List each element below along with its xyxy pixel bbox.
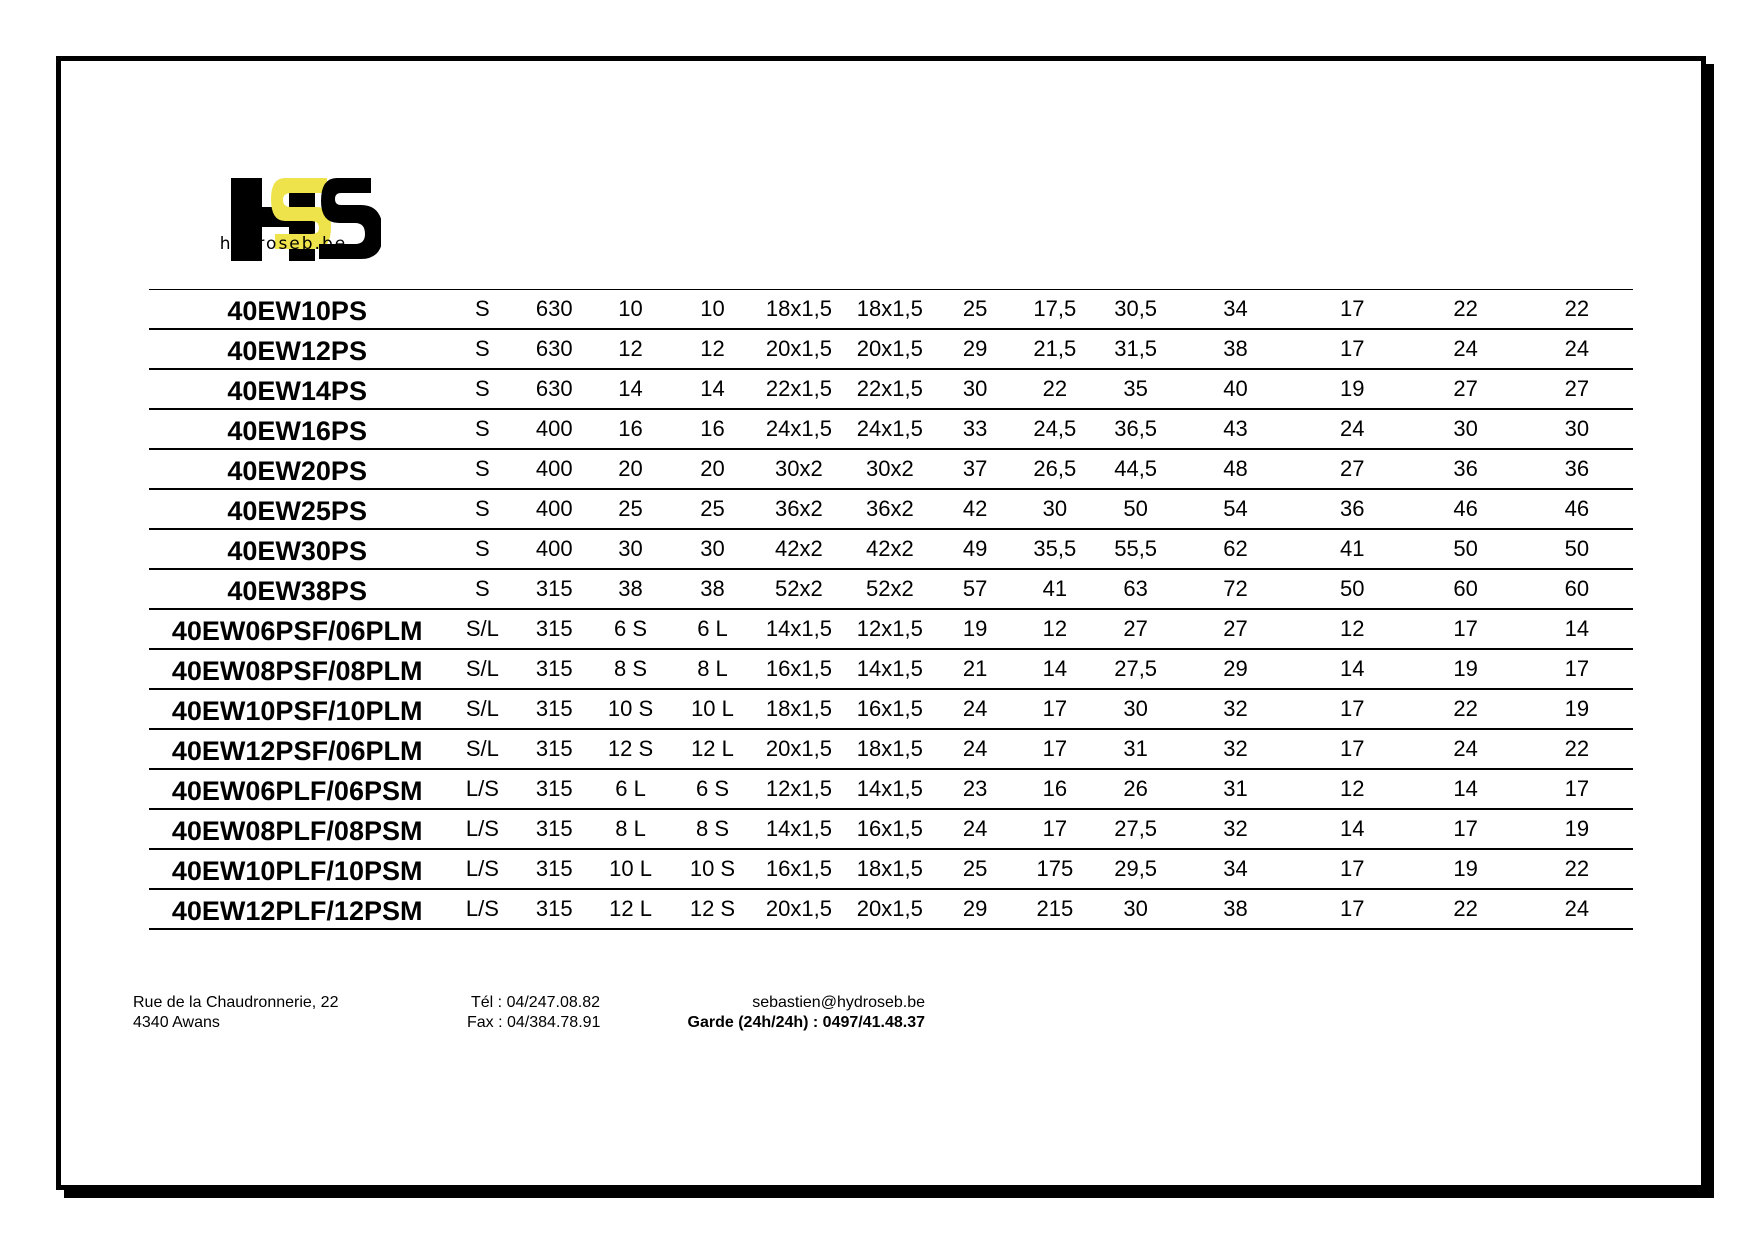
table-cell: 18x1,5	[753, 290, 845, 330]
table-cell: L/S	[445, 849, 519, 889]
table-cell: 27	[1094, 609, 1177, 649]
table-row	[149, 409, 1633, 449]
table-cell: S	[445, 409, 519, 449]
table-cell: 26	[1094, 769, 1177, 809]
table-cell: 46	[1411, 489, 1521, 529]
table-cell: 630	[519, 290, 589, 330]
part-code-cell: 40EW25PS	[149, 489, 445, 529]
table-cell: 35	[1094, 369, 1177, 409]
table-cell: 62	[1177, 529, 1294, 569]
table-cell: 27	[1411, 369, 1521, 409]
table-cell: 37	[935, 449, 1016, 489]
table-cell: 22	[1411, 290, 1521, 330]
table-cell: 20x1,5	[753, 329, 845, 369]
table-cell: 12 S	[589, 729, 672, 769]
table-cell: 315	[519, 649, 589, 689]
table-cell: 24	[1521, 329, 1633, 369]
table-cell: 12x1,5	[845, 609, 935, 649]
table-cell: L/S	[445, 809, 519, 849]
table-cell: 315	[519, 689, 589, 729]
table-cell: 36	[1411, 449, 1521, 489]
table-cell: 12 L	[672, 729, 753, 769]
table-cell: 36	[1294, 489, 1411, 529]
part-code-cell: 40EW30PS	[149, 529, 445, 569]
table-cell: 17	[1294, 889, 1411, 929]
table-cell: 18x1,5	[845, 290, 935, 330]
table-cell: 10	[672, 290, 753, 330]
table-cell: S	[445, 449, 519, 489]
table-cell: 17	[1016, 689, 1095, 729]
table-row	[149, 489, 1633, 529]
table-cell: 40	[1177, 369, 1294, 409]
table-cell: 20x1,5	[753, 889, 845, 929]
table-cell: 34	[1177, 849, 1294, 889]
table-cell: 10 S	[589, 689, 672, 729]
table-cell: 42x2	[753, 529, 845, 569]
table-cell: 400	[519, 529, 589, 569]
table-cell: 38	[1177, 329, 1294, 369]
table-cell: 22x1,5	[753, 369, 845, 409]
table-cell: 18x1,5	[753, 689, 845, 729]
table-cell: 27	[1177, 609, 1294, 649]
table-cell: 14	[1521, 609, 1633, 649]
table-cell: 400	[519, 449, 589, 489]
table-cell: 400	[519, 409, 589, 449]
table-cell: 19	[1411, 849, 1521, 889]
logo-caption: hydroseb.be	[219, 234, 348, 254]
table-cell: 14	[1016, 649, 1095, 689]
part-code-cell: 40EW12PSF/06PLM	[149, 729, 445, 769]
table-cell: 14	[1294, 649, 1411, 689]
table-cell: 12x1,5	[753, 769, 845, 809]
table-cell: 17	[1294, 329, 1411, 369]
table-cell: 24,5	[1016, 409, 1095, 449]
table-cell: 30	[935, 369, 1016, 409]
table-cell: 29	[1177, 649, 1294, 689]
part-code-cell: 40EW10PS	[149, 290, 445, 330]
table-cell: 24x1,5	[845, 409, 935, 449]
table-cell: S	[445, 489, 519, 529]
table-cell: 14x1,5	[753, 809, 845, 849]
table-cell: 20	[672, 449, 753, 489]
table-cell: 24x1,5	[753, 409, 845, 449]
table-cell: S/L	[445, 649, 519, 689]
table-cell: 18x1,5	[845, 729, 935, 769]
table-cell: 30	[1411, 409, 1521, 449]
table-cell: 14x1,5	[845, 649, 935, 689]
table-cell: 22	[1411, 689, 1521, 729]
table-cell: 12	[672, 329, 753, 369]
table-cell: 31	[1094, 729, 1177, 769]
table-cell: 17	[1294, 290, 1411, 330]
table-body	[149, 290, 1633, 930]
table-cell: 6 S	[589, 609, 672, 649]
table-cell: 31	[1177, 769, 1294, 809]
table-cell: 41	[1294, 529, 1411, 569]
table-cell: 14x1,5	[753, 609, 845, 649]
table-cell: 30,5	[1094, 290, 1177, 330]
table-cell: 14	[1294, 809, 1411, 849]
table-cell: 54	[1177, 489, 1294, 529]
table-cell: 16	[672, 409, 753, 449]
table-cell: 8 S	[589, 649, 672, 689]
part-code-cell: 40EW10PSF/10PLM	[149, 689, 445, 729]
table-cell: 315	[519, 849, 589, 889]
table-cell: 30	[1521, 409, 1633, 449]
table-cell: 17	[1294, 689, 1411, 729]
table-row	[149, 369, 1633, 409]
table-cell: 48	[1177, 449, 1294, 489]
part-code-cell: 40EW12PS	[149, 329, 445, 369]
table-cell: 400	[519, 489, 589, 529]
table-cell: 22	[1016, 369, 1095, 409]
table-cell: 20x1,5	[845, 329, 935, 369]
table-cell: 12	[1294, 769, 1411, 809]
table-cell: 44,5	[1094, 449, 1177, 489]
table-cell: 25	[935, 290, 1016, 330]
table-cell: 22	[1521, 290, 1633, 330]
table-cell: 17	[1521, 769, 1633, 809]
table-cell: L/S	[445, 769, 519, 809]
table-cell: 29	[935, 329, 1016, 369]
table-cell: S	[445, 529, 519, 569]
table-cell: 50	[1094, 489, 1177, 529]
table-cell: 21,5	[1016, 329, 1095, 369]
table-cell: 50	[1411, 529, 1521, 569]
table-cell: 215	[1016, 889, 1095, 929]
table-cell: 14	[672, 369, 753, 409]
table-cell: 32	[1177, 729, 1294, 769]
table-cell: 17,5	[1016, 290, 1095, 330]
part-code-cell: 40EW10PLF/10PSM	[149, 849, 445, 889]
table-cell: 12	[589, 329, 672, 369]
table-cell: S	[445, 369, 519, 409]
table-cell: 24	[1294, 409, 1411, 449]
table-cell: 315	[519, 769, 589, 809]
table-cell: 24	[935, 729, 1016, 769]
table-cell: 12	[1016, 609, 1095, 649]
table-cell: 52x2	[845, 569, 935, 609]
table-cell: 25	[935, 849, 1016, 889]
table-cell: 38	[589, 569, 672, 609]
table-cell: 60	[1521, 569, 1633, 609]
table-row	[149, 809, 1633, 849]
table-cell: 24	[1411, 329, 1521, 369]
table-cell: 6 L	[672, 609, 753, 649]
table-cell: 315	[519, 889, 589, 929]
table-cell: 630	[519, 369, 589, 409]
footer-phone	[467, 993, 600, 1033]
table-cell: 17	[1294, 849, 1411, 889]
table-cell: 175	[1016, 849, 1095, 889]
table-cell: 30x2	[845, 449, 935, 489]
table-cell: 32	[1177, 809, 1294, 849]
table-cell: 36x2	[845, 489, 935, 529]
table-cell: 17	[1411, 809, 1521, 849]
table-cell: 29	[935, 889, 1016, 929]
table-cell: 8 L	[589, 809, 672, 849]
part-code-cell: 40EW06PSF/06PLM	[149, 609, 445, 649]
table-cell: S	[445, 569, 519, 609]
part-code-cell: 40EW38PS	[149, 569, 445, 609]
table-row	[149, 649, 1633, 689]
table-cell: 12 S	[672, 889, 753, 929]
footer-fax: Fax : 04/384.78.91	[467, 1014, 601, 1031]
table-cell: 46	[1521, 489, 1633, 529]
table-cell: 16	[589, 409, 672, 449]
table-cell: 6 L	[589, 769, 672, 809]
table-cell: 30x2	[753, 449, 845, 489]
table-row	[149, 290, 1633, 330]
part-code-cell: 40EW08PSF/08PLM	[149, 649, 445, 689]
table-row	[149, 529, 1633, 569]
table-cell: 22	[1411, 889, 1521, 929]
table-cell: 36,5	[1094, 409, 1177, 449]
table-cell: 16x1,5	[753, 649, 845, 689]
table-row	[149, 329, 1633, 369]
table-row	[149, 889, 1633, 929]
table-cell: 8 L	[672, 649, 753, 689]
table-cell: S/L	[445, 609, 519, 649]
table-cell: S/L	[445, 729, 519, 769]
table-cell: 315	[519, 569, 589, 609]
footer-email: sebastien@hydroseb.be	[752, 994, 925, 1011]
table-cell: 10 L	[589, 849, 672, 889]
table-cell: 8 S	[672, 809, 753, 849]
table-cell: 19	[935, 609, 1016, 649]
table-cell: 20x1,5	[753, 729, 845, 769]
table-cell: 63	[1094, 569, 1177, 609]
table-cell: 43	[1177, 409, 1294, 449]
table-cell: 20x1,5	[845, 889, 935, 929]
part-code-cell: 40EW08PLF/08PSM	[149, 809, 445, 849]
table-cell: 29,5	[1094, 849, 1177, 889]
table-cell: 19	[1411, 649, 1521, 689]
fitting-spec-table	[149, 289, 1633, 930]
table-cell: 16x1,5	[753, 849, 845, 889]
table-cell: 17	[1411, 609, 1521, 649]
table-row	[149, 569, 1633, 609]
table-cell: S/L	[445, 689, 519, 729]
table-cell: 16x1,5	[845, 809, 935, 849]
table-cell: 26,5	[1016, 449, 1095, 489]
table-row	[149, 769, 1633, 809]
table-cell: 42	[935, 489, 1016, 529]
table-cell: 27	[1294, 449, 1411, 489]
table-cell: 27,5	[1094, 649, 1177, 689]
footer-address	[133, 993, 338, 1033]
table-cell: 14x1,5	[845, 769, 935, 809]
part-code-cell: 40EW16PS	[149, 409, 445, 449]
table-cell: 72	[1177, 569, 1294, 609]
table-cell: 10 L	[672, 689, 753, 729]
table-cell: 41	[1016, 569, 1095, 609]
table-cell: 21	[935, 649, 1016, 689]
table-cell: 52x2	[753, 569, 845, 609]
table-cell: 19	[1521, 809, 1633, 849]
table-cell: 22	[1521, 849, 1633, 889]
footer-tel: Tél : 04/247.08.82	[471, 994, 600, 1011]
table-cell: 14	[589, 369, 672, 409]
table-cell: 30	[1094, 889, 1177, 929]
footer-city: 4340 Awans	[133, 1014, 220, 1031]
table-cell: S	[445, 290, 519, 330]
table-cell: 18x1,5	[845, 849, 935, 889]
table-cell: 16x1,5	[845, 689, 935, 729]
table-cell: 35,5	[1016, 529, 1095, 569]
table-cell: 24	[935, 689, 1016, 729]
table-cell: 23	[935, 769, 1016, 809]
table-cell: 57	[935, 569, 1016, 609]
table-cell: 33	[935, 409, 1016, 449]
table-row	[149, 849, 1633, 889]
table-cell: 50	[1521, 529, 1633, 569]
table-cell: 10	[589, 290, 672, 330]
footer-contact	[671, 993, 925, 1033]
table-cell: 19	[1521, 689, 1633, 729]
part-code-cell: 40EW06PLF/06PSM	[149, 769, 445, 809]
part-code-cell: 40EW12PLF/12PSM	[149, 889, 445, 929]
document-page	[56, 56, 1706, 1190]
table-cell: 20	[589, 449, 672, 489]
table-cell: 27,5	[1094, 809, 1177, 849]
table-cell: 22	[1521, 729, 1633, 769]
part-code-cell: 40EW20PS	[149, 449, 445, 489]
table-cell: 38	[1177, 889, 1294, 929]
table-cell: 24	[1521, 889, 1633, 929]
table-cell: 24	[935, 809, 1016, 849]
table-cell: 30	[672, 529, 753, 569]
table-cell: 17	[1016, 729, 1095, 769]
table-cell: L/S	[445, 889, 519, 929]
table-cell: 16	[1016, 769, 1095, 809]
table-cell: 38	[672, 569, 753, 609]
table-cell: 17	[1016, 809, 1095, 849]
table-cell: 30	[589, 529, 672, 569]
footer-street: Rue de la Chaudronnerie, 22	[133, 994, 339, 1011]
table-cell: 17	[1521, 649, 1633, 689]
table-cell: 34	[1177, 290, 1294, 330]
table-cell: 6 S	[672, 769, 753, 809]
table-cell: 14	[1411, 769, 1521, 809]
table-cell: 315	[519, 729, 589, 769]
table-cell: 630	[519, 329, 589, 369]
table-cell: 25	[672, 489, 753, 529]
table-cell: 42x2	[845, 529, 935, 569]
table-cell: 36	[1521, 449, 1633, 489]
table-cell: 60	[1411, 569, 1521, 609]
table-cell: 32	[1177, 689, 1294, 729]
table-cell: 36x2	[753, 489, 845, 529]
table-cell: 25	[589, 489, 672, 529]
table-cell: 10 S	[672, 849, 753, 889]
table-cell: 55,5	[1094, 529, 1177, 569]
table-cell: 19	[1294, 369, 1411, 409]
table-cell: 30	[1016, 489, 1095, 529]
table-row	[149, 449, 1633, 489]
footer-garde: Garde (24h/24h) : 0497/41.48.37	[687, 1014, 925, 1031]
table-cell: 31,5	[1094, 329, 1177, 369]
table-row	[149, 609, 1633, 649]
table-cell: 22x1,5	[845, 369, 935, 409]
table-cell: 30	[1094, 689, 1177, 729]
table-cell: 315	[519, 809, 589, 849]
table-row	[149, 689, 1633, 729]
table-row	[149, 729, 1633, 769]
table-cell: 12 L	[589, 889, 672, 929]
table-cell: S	[445, 329, 519, 369]
table-cell: 50	[1294, 569, 1411, 609]
table-cell: 27	[1521, 369, 1633, 409]
table-cell: 17	[1294, 729, 1411, 769]
table-cell: 49	[935, 529, 1016, 569]
table-cell: 24	[1411, 729, 1521, 769]
table-cell: 315	[519, 609, 589, 649]
table-cell: 12	[1294, 609, 1411, 649]
part-code-cell: 40EW14PS	[149, 369, 445, 409]
